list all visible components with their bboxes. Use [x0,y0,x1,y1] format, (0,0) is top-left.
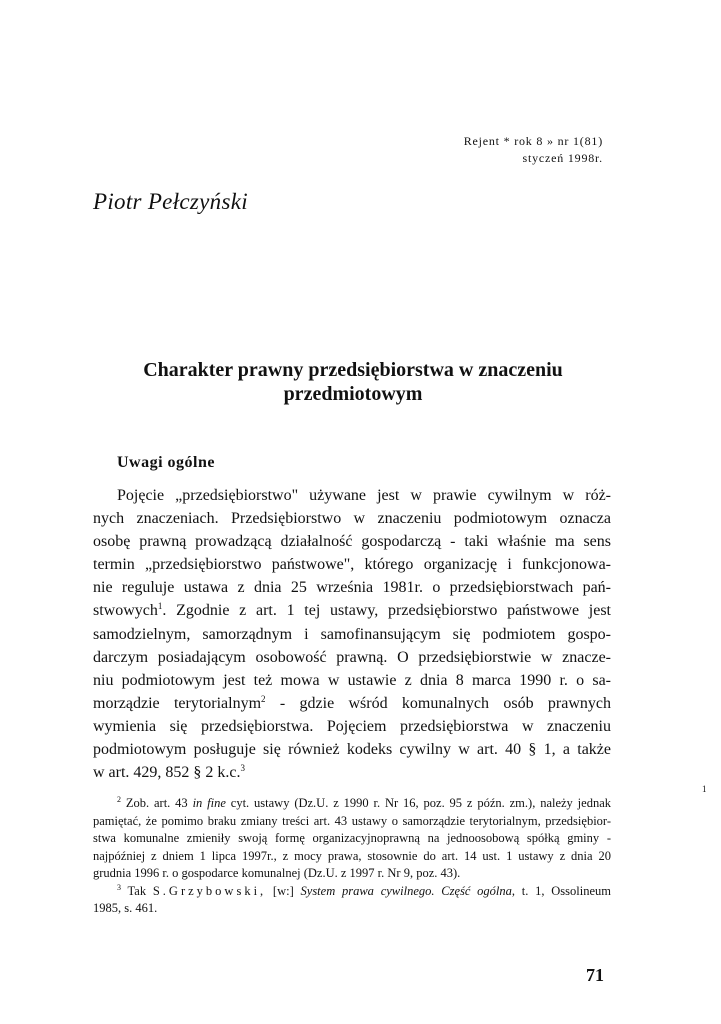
body-text-span: - gdzie wśród komunalnych osób prawnych [265,694,611,712]
body-line: podmiotowym posługuje się również kodeks cywilny w art. 40 § 1, a także [93,741,611,759]
footnote-2-line: stwa komunalne zmieniły swoją formę organizacyjnoprawną na jednoosobową spółką gminy - [93,831,611,845]
body-text-span: morządzie terytorialnym [93,694,262,712]
body-line: nie reguluje ustawa z dnia 25 września 1981r. o przedsiębiorstwach pań- [93,579,611,597]
body-line [93,599,611,622]
article-title [93,358,613,406]
footnote-3-line [93,883,611,901]
footnote-2-line: pamiętać, że pomimo braku zmiany treści art. 43 ustawy o samorządzie terytorialnym, przedsiębior- [93,813,611,828]
footnote-text: cyt. ustawy (Dz.U. z 1990 r. Nr 16, poz. 95 z późn. zm.), należy jednak [225,796,611,810]
body-line: samodzielnym, samorządnym i samofinansującym się podmiotem gospo- [93,625,611,643]
footnote-text: Tak [121,883,153,898]
body-line [93,761,611,784]
body-line: osobę prawną prowadzącą działalność gospodarczą - taki właśnie ma sens [93,533,611,551]
author-name: Piotr Pełczyński [93,189,248,214]
footnote-italic: in fine [192,796,226,810]
footnote-text: [w:] [266,883,301,898]
footnote-2-line: grudnia 1996 r. o gospodarce komunalnej (Dz.U. z 1997 r. Nr 9, poz. 43). [93,866,461,880]
footnote-2-line: najpóźniej z dniem 1 lipca 1997r., z mocy prawa, stosownie do art. 14 ust. 1 ustawy z dnia 20 [93,848,611,863]
footnote-author: S.Grzybowski, [152,883,267,898]
footnote-italic: System prawa cywilnego. Część ogólna [300,883,512,898]
footnote-number: 3 [117,882,121,892]
journal-issue: Rejent * rok 8 » nr 1(81) [463,134,603,148]
body-text-span: stwowych [93,602,158,620]
body-text-span: . Zgodnie z art. 1 tej ustawy, przedsiębiorstwo państwowe jest [162,602,611,620]
body-line: Pojęcie „przedsiębiorstwo" używane jest w prawie cywilnym w róż- [117,487,611,504]
body-line: darczym posiadającym osobowość prawną. O przedsiębiorstwie w znacze- [93,648,611,666]
footnotes [93,795,611,918]
footnote-2-line [93,795,611,813]
article-title-line: Charakter prawny przedsiębiorstwa w znaczeniu [143,359,563,381]
body-paragraph [93,484,611,784]
footnote-ref-1: 1 [157,601,163,612]
body-line: niu podmiotowym jest też mowa w ustawie z dnia 8 marca 1990 r. o sa- [93,671,611,689]
body-line: nych znaczeniach. Przedsiębiorstwo w znaczeniu podmiotowym oznacza [93,510,611,528]
body-line: termin „przedsiębiorstwo państwowe", którego organizację i funkcjonowa- [93,556,611,574]
footnote-text: , t. 1, Ossolineum [511,883,611,898]
footnote-ref-2: 2 [261,693,266,704]
journal-date: styczeń 1998r. [522,151,603,165]
footnote-number: 2 [117,795,121,804]
section-heading: Uwagi ogólne [117,454,215,471]
body-line [93,692,611,715]
footnote-3-line: 1985, s. 461. [93,901,158,915]
footnote-text: Zob. art. 43 [121,796,193,810]
body-line: wymienia się przedsiębiorstwa. Pojęciem przedsiębiorstwa w znaczeniu [93,717,611,735]
footnote-ref-3: 3 [240,763,246,774]
page-number: 71 [586,965,604,985]
body-text-span: w art. 429, 852 § 2 k.c. [93,764,241,782]
margin-mark: 1 [702,784,707,794]
journal-header [464,133,603,167]
article-title-line: przedmiotowym [283,383,423,405]
